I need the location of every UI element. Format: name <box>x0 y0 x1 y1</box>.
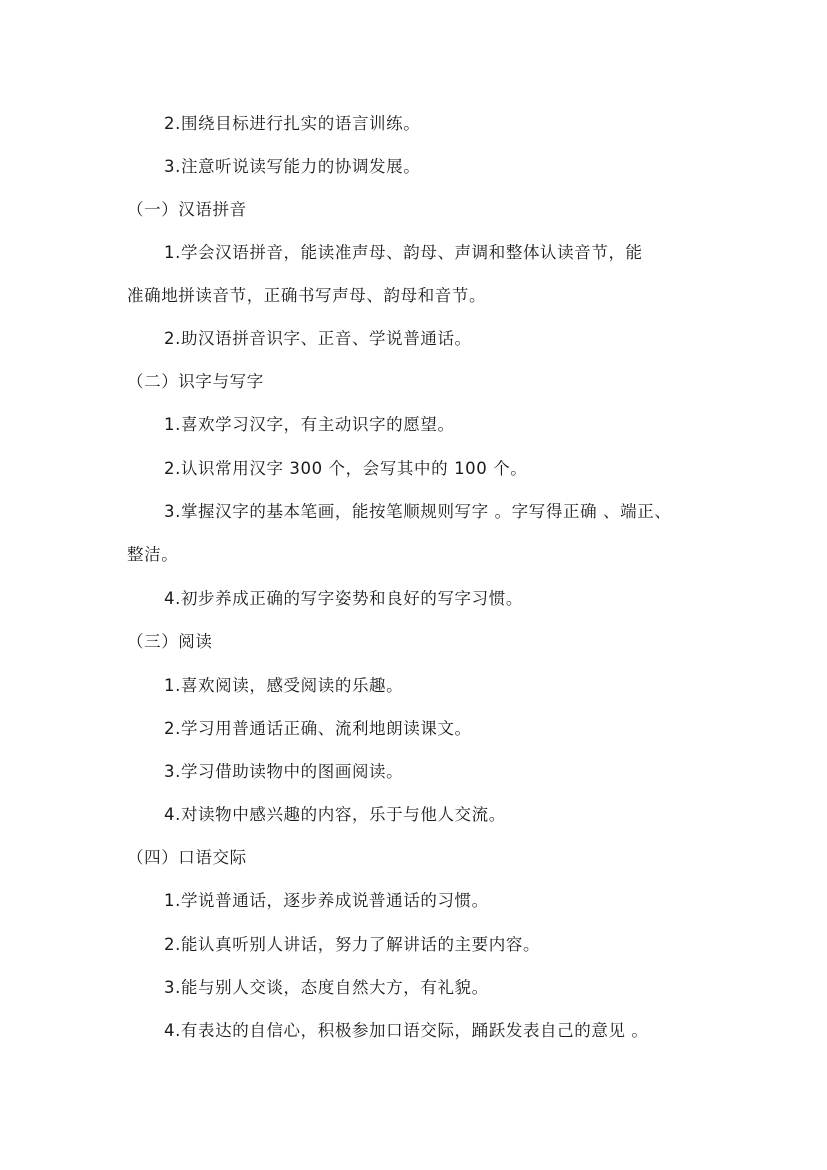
paragraph-literacy-3: 3.掌握汉字的基本笔画，能按笔顺规则写字 。字写得正确 、端正、 <box>164 502 672 521</box>
paragraph-goal-3: 3.注意听说读写能力的协调发展。 <box>164 157 421 176</box>
paragraph-reading-1: 1.喜欢阅读，感受阅读的乐趣。 <box>164 676 404 695</box>
paragraph-literacy-4: 4.初步养成正确的写字姿势和良好的写字习惯。 <box>164 589 523 608</box>
paragraph-reading-3: 3.学习借助读物中的图画阅读。 <box>164 762 404 781</box>
paragraph-literacy-3-continued: 整洁。 <box>127 545 179 564</box>
paragraph-reading-4: 4.对读物中感兴趣的内容，乐于与他人交流。 <box>164 805 506 824</box>
paragraph-literacy-2: 2.认识常用汉字 300 个，会写其中的 100 个。 <box>164 459 528 478</box>
paragraph-goal-2: 2.围绕目标进行扎实的语言训练。 <box>164 114 421 133</box>
paragraph-oral-2: 2.能认真听别人讲话，努力了解讲话的主要内容。 <box>164 935 541 954</box>
paragraph-literacy-1: 1.喜欢学习汉字，有主动识字的愿望。 <box>164 415 455 434</box>
paragraph-reading-2: 2.学习用普通话正确、流利地朗读课文。 <box>164 719 472 738</box>
paragraph-pinyin-2: 2.助汉语拼音识字、正音、学说普通话。 <box>164 329 472 348</box>
section-heading-reading: （三）阅读 <box>127 632 213 651</box>
paragraph-pinyin-1-continued: 准确地拼读音节，正确书写声母、韵母和音节。 <box>127 286 487 305</box>
section-heading-oral: （四）口语交际 <box>127 848 247 867</box>
paragraph-oral-3: 3.能与别人交谈，态度自然大方，有礼貌。 <box>164 978 489 997</box>
paragraph-pinyin-1: 1.学会汉语拼音，能读准声母、韵母、声调和整体认读音节，能 <box>164 243 643 262</box>
section-heading-pinyin: （一）汉语拼音 <box>127 200 247 219</box>
section-heading-literacy: （二）识字与写字 <box>127 372 264 391</box>
paragraph-oral-4: 4.有表达的自信心，积极参加口语交际，踊跃发表自己的意见 。 <box>164 1021 649 1040</box>
paragraph-oral-1: 1.学说普通话，逐步养成说普通话的习惯。 <box>164 891 489 910</box>
